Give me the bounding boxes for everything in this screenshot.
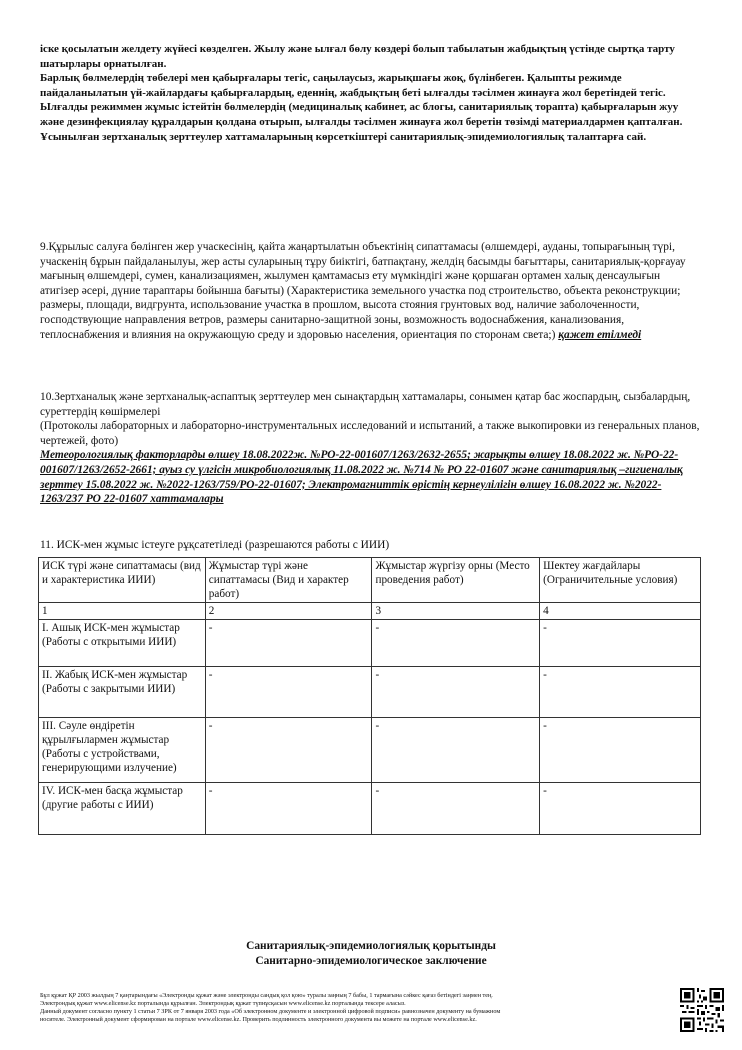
table-cell: - [372,667,540,718]
table-row [39,667,701,718]
table-cell: 4 [540,603,701,620]
table-cell: 1 [39,603,206,620]
paragraph: іске қосылатын желдету жүйесі көзделген. Жылу және ылғал бөлу көздері болып табылатын жабдықтың үстінде сыртқа тарту шатырлары орнатылған. [40,43,675,70]
table-cell: - [205,718,372,783]
table-cell: - [372,783,540,835]
notice-line: носителе. Электронный документ сформирован на портале www.elicense.kz. Проверить подлинность электронного документа вы можете на портале www.elicense.kz. [40,1016,477,1023]
table-cell: - [540,620,701,667]
table-header-cell: ИСК түрі және сипаттамасы (вид и характеристика ИИИ) [39,558,206,603]
notice-line: Бұл құжат ҚР 2003 жылдың 7 қаңтарындағы «Электронды құжат және электронды сандық қол қою» туралы заңның 7 бабы, 1 тармағына сәйкес қағаз бетіндегі заңмен тең. [40,992,493,999]
legal-notice [40,992,660,1024]
section-9-answer: қажет етілмеді [558,328,642,341]
notice-line: Данный документ согласно пункту 1 статьи 7 ЗРК от 7 января 2003 года «Об электронном документе и электронной цифровой подписи» равнозначен документу на бумажном [40,1008,501,1015]
table-cell: 3 [372,603,540,620]
table-cell: II. Жабық ИСК-мен жұмыстар (Работы с закрытыми ИИИ) [39,667,206,718]
notice-line: Электрондық құжат www.elicense.kz порталында құрылған. Электрондық құжат түпнұсқасын www.elicense.kz порталында тексере аласыз. [40,1000,406,1007]
section-10-answer: Метеорологиялық факторларды өлшеу 18.08.2022ж. №РО-22-001607/1263/2632-2655; жарықты өлшеу 18.08.2022 ж. №РО-22-001607/1263/2652-2661; ауыз су үлгісін микробиологиялық 11.08.2022 ж. №714 № РО 22-01607 және санитариялық –гигиеналық зерттеу 15.08.2022 ж. №2022-1263/759/РО-22-01607; Электромагниттік өрістің кернеулілігін өлшеу 16.08.2022 ж. №2022-1263/237 РО 22-01607 хаттамалары [40,449,683,506]
table-cell: III. Сәуле өндіретін құрылғылармен жұмыстар (Работы с устройствами, генерирующими излучение) [39,718,206,783]
footer-title-kz: Санитариялық-эпидемиологиялық қорытынды [246,940,496,952]
table-row [39,783,701,835]
table-cell: - [540,783,701,835]
conclusion-text [40,42,705,144]
table-header-cell: Жұмыстар түрі және сипаттамасы (Вид и характер работ) [205,558,372,603]
section-10-title: 10.Зертханалық және зертханалық-аспаптық зерттеулер мен сынақтардың хаттамалары, сонымен қатар бас жоспардың, сызбалардың, суреттердің көшірмелері [40,391,691,418]
section-10-title-ru: (Протоколы лабораторных и лабораторно-инструментальных исследований и испытаний, а также выкопировки из генеральных планов, чертежей, фото) [40,420,700,447]
table-header-row [39,558,701,603]
section-10 [40,390,700,507]
table-cell: - [372,620,540,667]
table-cell: - [540,667,701,718]
table-cell: I. Ашық ИСК-мен жұмыстар (Работы с открытыми ИИИ) [39,620,206,667]
table-header-cell: Шектеу жағдайлары (Ограничительные условия) [540,558,701,603]
paragraph: Ұсынылған зертханалық зерттеулер хаттамаларының көрсеткіштері санитариялық-эпидемиологиялық талаптарға сай. [40,130,647,143]
table-cell: - [205,620,372,667]
table-cell: - [205,783,372,835]
table-row [39,718,701,783]
table-cell: - [205,667,372,718]
footer-title-ru: Санитарно-эпидемиологическое заключение [255,955,487,967]
table-row [39,620,701,667]
section-9-text: 9.Құрылыс салуға бөлінген жер учаскесінің, қайта жаңартылатын объектінің сипаттамасы (өлшемдері, ауданы, топырағының түрі, учаскенің бұрын пайдаланылуы, жер асты суларының тұру биіктігі, батпақтану, желдің басымды бағыттары, санитариялық-қорғауау мағының өлшемдері, сумен, канализациямен, жылумен қамтамасыз ету мүмкіндігі және қоршаған ортамен халық денсаулығын атигізер әсері, дүние тараптары бойынша бағыты) (Характеристика земельного участка под строительство, объекта реконструкции; размеры, площади, видгрунта, использование участка в прошлом, высота стояния грунтовых вод, наличие заболоченности, господствующие направления ветров, размеры санитарно-защитной зоны, возможность водоснабжения, канализования, теплоснабжения и влияния на окружающую среду и здоровью населения, ориентация по сторонам света;) қажет етілмеді [40,241,686,341]
section-9 [40,240,700,342]
table-cell: - [540,718,701,783]
section-11-title: 11. ИСК-мен жұмыс істеуге рұқсатетіледі (разрешаются работы с ИИИ) [40,539,390,551]
iir-table [38,557,701,835]
table-cell: - [372,718,540,783]
table-header-cell: Жұмыстар жүргізу орны (Место проведения работ) [372,558,540,603]
table-cell: IV. ИСК-мен басқа жұмыстар (другие работы с ИИИ) [39,783,206,835]
table-number-row [39,603,701,620]
paragraph: Барлық бөлмелердің төбелері мен қабырғалары тегіс, саңылаусыз, жарықшағы жоқ, бүлінбеген. Қалыпты режимде пайдаланылатын үй-жайлардағы қабырғалардың, еденнің, жабдықтың беті ылғалды тәсілмен жинауға жол беретіндей тегіс. Ылғалды режиммен жұмыс істейтін бөлмелердің (медициналық кабинет, ас блогы, санитариялық торапта) қабырғаларын жуу және дезинфекциялау құралдарын қолдана отырып, ылғалды тәсілмен жинауға жол беретін төзімді материалдармен қапталған. [40,72,683,128]
table-cell: 2 [205,603,372,620]
qr-code-icon [680,988,724,1032]
